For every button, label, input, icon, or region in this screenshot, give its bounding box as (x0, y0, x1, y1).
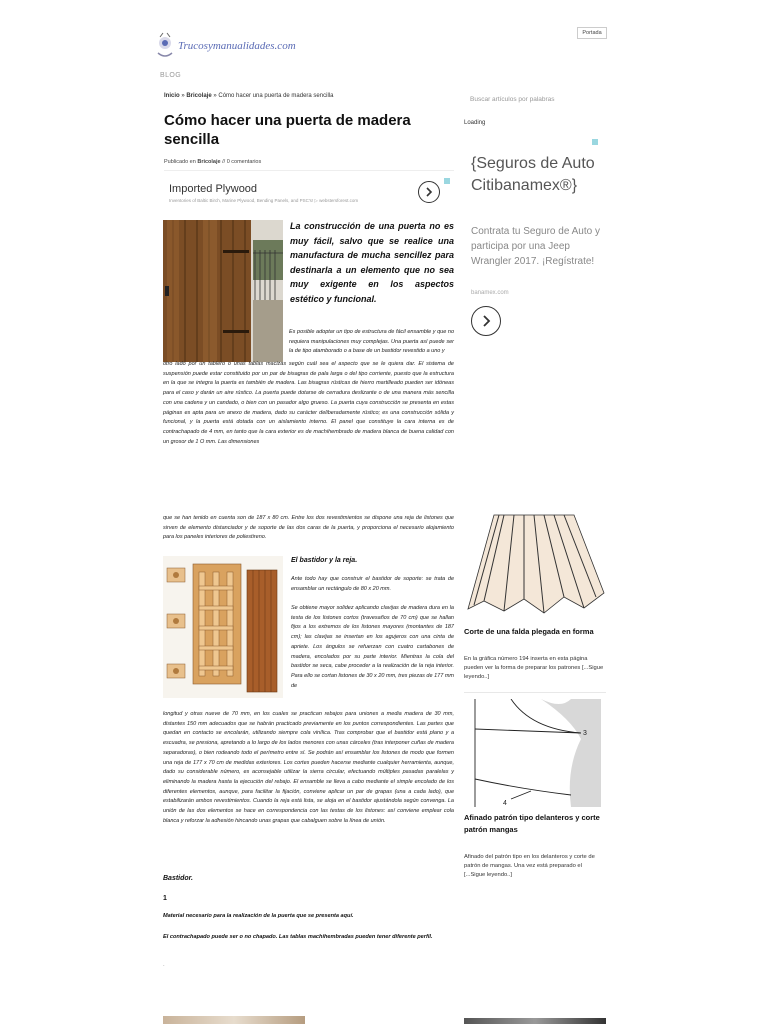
breadcrumb-current: Cómo hacer una puerta de madera sencilla (218, 93, 334, 99)
logo-mascot-icon (154, 31, 176, 61)
chevron-right-icon (424, 187, 434, 197)
logo-text: Trucosymanualidades.com (178, 40, 296, 52)
article-image-partial (163, 1016, 305, 1024)
body-paragraph: Se obtiene mayor solidez aplicando clavijas de madera dura en la testa de los listones cortos (travesaños de 70 cm) que se hallan fijos a los extremos de los listones mayores (montantes de 187 cm); las clavijas se insertan en los agujeros con una cinta de apriete. Los ángulos se refuerzan con cuatro cartabones de madera, encolados por su parte interior. Mientras la cola del bastidor se seca, cabe proceder a la realización de la reja interior. Para ello se cortan listones de 30 x 20 mm, tres piezas de 177 mm de (291, 605, 454, 689)
door-frame-diagram (163, 556, 283, 698)
ad-title[interactable]: Imported Plywood (169, 183, 258, 195)
body-paragraph: longitud y otras nueve de 70 mm, en los cuales se practican rebajos para uniones a media madera de 30 mm, distantes 150 mm adecuados que se habrán practicado previamente en los puntos correspondientes. Las partes que quedan en contacto se encolarán, utilizando siempre cola vinílica. Tras comprobar que el bastidor está plano y a escuadra, se presiona, apretando a lo largo de los lados menores con unas cárceles (tras interponer cuñas de madera separadoras), o bien rodeando todo el perímetro entre sí. Se podrán así ensamblar los listones de modo que formen una reja de 177 x 70 cm de medidas exteriores. Los cortes pueden hacerse mediante cualquier herramienta, aunque, dado su considerable número, es aconsejable utilizar la sierra circular, efectuando múltiples pasadas paralelas y eliminando la madera hasta la ejecución del rebajo. El ensamble se lleva a cabo mediante el simple encolado de los diferentes elementos, aunque, para facilitar la fijación, conviene aplicar un par de grapas (una a cada lado), que estabilizarán ambos revestimientos. Cuando la reja está lista, se aloja en el bastidor ajustándola según convenga. La unión de las dos elementos se hace en correspondencia con las testas de los listones: así conviene emplear cola blanca y reforzar la adhesión hincando unas grapas que cabalguen sobre la línea de unión. (163, 711, 454, 824)
plywood-ad[interactable] (164, 178, 454, 212)
related-post-excerpt: En la gráfica número 194 inserta en esta página pueden ver la forma de preparar los patrones [...Sigue leyendo..] (464, 656, 604, 680)
ad-subtitle: Inventories of Baltic Birch, Marine Plywood, Bending Panels, and PSC's! ▷ webstersforest.com (169, 198, 359, 203)
trailing-dot: . (163, 962, 165, 968)
side-ad-body: Contrata tu Seguro de Auto y participa por una Jeep Wrangler 2017. ¡Regístrate! (471, 226, 600, 267)
blog-link[interactable]: BLOG (160, 72, 182, 79)
side-ad-domain[interactable]: banamex.com (471, 290, 509, 296)
figure-caption: Material necesario para la realización de la puerta que se presenta aquí. (163, 913, 354, 919)
body-paragraph: otro lado por un tablero o unas tablas macizas según cuál sea el aspecto que se le quiera dar. El sistema de suspensión puede estar constituido por un par de bisagras de pala larga o del tipo corriente, puesto que la estructura en la que se integra la puerta es también de madera. Las bisagras rústicas de hierro martilleado pueden ser idóneas para el caso y darán un aire rústico. La puerta puede dotarse de cerradura deslizante o de una manera más sencilla con una cadena y un candado, o bien con un pasador algo grueso. La puerta cuya construcción se presenta en estas páginas es apta para un anexo de madera, dado su carácter deliberadamente rústico; es una construcción sólida y funcional, y la puerta está dotada con un aislamiento interno. El panel que constituye la cara interna es de contrachapado de 4 mm, en tanto que la cara exterior es de machihembrado de madera blanca de buena calidad con un grosor de 1 O mm. Las dimensiones (163, 361, 454, 445)
door-photo (163, 220, 283, 362)
adchoices-icon[interactable] (592, 139, 598, 145)
adchoices-icon[interactable] (444, 178, 450, 184)
pattern-number-label: 4 (503, 800, 507, 807)
breadcrumb-separator: » (211, 93, 219, 99)
breadcrumb (164, 93, 333, 99)
search-input[interactable]: Buscar artículos por palabras (470, 96, 555, 103)
related-post-title[interactable]: Corte de una falda plegada en forma (464, 627, 594, 636)
pleated-skirt-image[interactable] (464, 513, 606, 621)
body-paragraph: Ante todo hay que construir el bastidor de soporte: se trata de ensamblar un rectángulo de 80 x 20 mm. (291, 576, 454, 592)
meta-comments[interactable]: // 0 comentarios (220, 159, 262, 165)
lead-paragraph: La construcción de una puerta no es muy fácil, salvo que se realice una manufactura de mucha sencillez para destinarla a un elemento que no sea muy exigente en los aspectos estético y funcional. (290, 221, 454, 304)
meta-category-link[interactable]: Bricolaje (197, 159, 221, 165)
side-ad-arrow-button[interactable] (471, 306, 501, 336)
breadcrumb-category[interactable]: Bricolaje (186, 93, 212, 99)
section-heading: El bastidor y la reja. (291, 557, 358, 564)
divider (464, 692, 606, 693)
figure-label: Bastidor. (163, 875, 193, 882)
side-ad-title[interactable]: {Seguros de Auto Citibanamex®} (471, 155, 595, 194)
pattern-number-label: 3 (583, 730, 587, 737)
portada-button[interactable]: Portada (577, 27, 607, 39)
breadcrumb-home[interactable]: Inicio (164, 93, 180, 99)
breadcrumb-separator: » (179, 93, 187, 99)
divider (164, 170, 454, 171)
meta-prefix: Publicado en (164, 159, 198, 165)
loading-text: Loading (464, 120, 486, 126)
related-image-partial[interactable] (464, 1018, 606, 1024)
figure-caption: El contrachapado puede ser o no chapado. Las tablas machihembradas pueden tener diferente perfil. (163, 934, 433, 940)
ad-arrow-button[interactable] (418, 181, 440, 203)
sleeve-pattern-image[interactable] (471, 699, 601, 807)
body-paragraph: que se han tenido en cuenta son de 187 x 80 cm. Entre los dos revestimientos se dispone una reja de listones que sirven de elemento distanciador y de soporte de las dos caras de la puerta, y proporciona el necesario alojamiento para los paneles interiores de poliestireno. (163, 515, 454, 541)
chevron-right-icon (480, 315, 492, 327)
figure-number: 1 (163, 895, 167, 902)
related-post-excerpt: Afinado del patrón tipo en los delanteros y corte de patrón de mangas. Una vez está preparado el [...Sigue leyendo..] (464, 854, 595, 878)
body-paragraph: Es posible adoptar un tipo de estructura de fácil ensamble y que no requiera manipulaciones muy complejas. Una puerta así puede ser la de tipo atamborado o a base de un bastidor revestido a uno y (289, 329, 454, 355)
post-meta (164, 159, 261, 165)
related-post-title[interactable]: Afinado patrón tipo delanteros y corte patrón mangas (464, 813, 600, 834)
page-title: Cómo hacer una puerta de madera sencilla (164, 112, 411, 148)
site-logo[interactable] (154, 30, 304, 62)
